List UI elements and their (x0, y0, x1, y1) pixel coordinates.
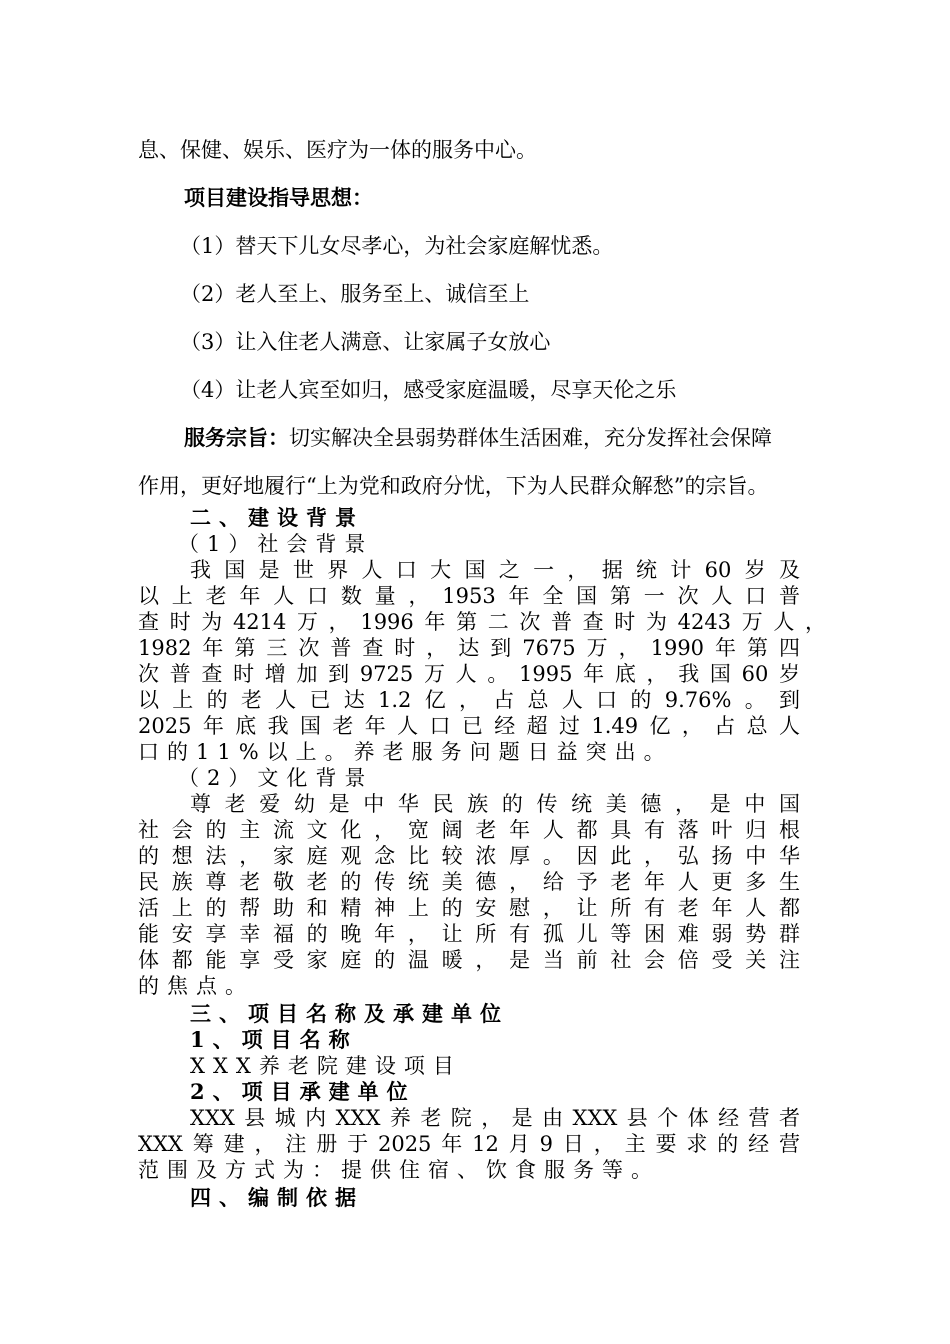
cultural-para-line: 民族尊老敬老的传统美德，给予老年人更多生 (138, 870, 800, 894)
social-para-line: 口的11%以上。养老服务问题日益突出。 (138, 740, 673, 764)
section-heading-background: 二、建设背景 (190, 505, 364, 530)
service-purpose-continuation: 作用，更好地履行“上为党和政府分忧，下为人民群众解愁”的宗旨。 (138, 474, 769, 498)
social-para-line: 次普查时增加到9725万人。1995年底，我国60岁 (138, 662, 800, 686)
project-name-text: XXX养老院建设项目 (190, 1054, 462, 1078)
contractor-para-line: 范围及方式为：提供住宿、饮食服务等。 (138, 1158, 660, 1182)
social-para-line: 1982年第三次普查时，达到7675万，1990年第四 (138, 636, 800, 660)
cultural-para-line: 的焦点。 (138, 974, 254, 998)
guiding-ideology-heading: 项目建设指导思想： (184, 185, 373, 210)
social-para-line: 查时为4214万，1996年第二次普查时为4243万人， (138, 610, 826, 634)
cultural-para-line: 社会的主流文化，宽阔老年人都具有落叶归根 (138, 818, 800, 842)
subheading-cultural-background: （2）文化背景 (178, 766, 374, 790)
service-purpose-line (184, 424, 772, 452)
contractor-para-line: XXX县城内XXX养老院，是由XXX县个体经营者 (190, 1106, 800, 1130)
service-purpose-label: 服务宗旨： (184, 425, 289, 450)
subheading-contractor: 2、项目承建单位 (190, 1079, 416, 1104)
cultural-para-line: 体都能享受家庭的温暖，是当前社会倍受关注 (138, 948, 800, 972)
subheading-social-background: （1）社会背景 (178, 532, 374, 556)
service-purpose-text: 切实解决全县弱势群体生活困难，充分发挥社会保障 (289, 426, 772, 450)
section-heading-basis: 四、编制依据 (190, 1185, 364, 1210)
social-para-line: 以上老年人口数量，1953年全国第一次人口普 (138, 584, 800, 608)
paragraph-line: 息、保健、娱乐、医疗为一体的服务中心。 (138, 138, 537, 162)
cultural-para-line: 尊老爱幼是中华民族的传统美德，是中国 (190, 792, 800, 816)
subheading-project-name: 1、项目名称 (190, 1027, 358, 1052)
social-para-line: 我国是世界人口大国之一，据统计60岁及 (190, 558, 800, 582)
guiding-item-4: （4）让老人宾至如归，感受家庭温暖，尽享天伦之乐 (180, 378, 677, 402)
social-para-line: 2025年底我国老年人口已经超过1.49亿，占总人 (138, 714, 800, 738)
guiding-item-2: （2）老人至上、服务至上、诚信至上 (180, 282, 530, 306)
guiding-item-3: （3）让入住老人满意、让家属子女放心 (180, 330, 551, 354)
guiding-item-1: （1）替天下儿女尽孝心，为社会家庭解忧悉。 (180, 234, 614, 258)
section-heading-project-name: 三、项目名称及承建单位 (190, 1001, 509, 1026)
cultural-para-line: 活上的帮助和精神上的安慰，让所有老年人都 (138, 896, 800, 920)
cultural-para-line: 能安享幸福的晚年，让所有孤儿等困难弱势群 (138, 922, 800, 946)
social-para-line: 以上的老人已达1.2亿，占总人口的9.76%。到 (138, 688, 800, 712)
cultural-para-line: 的想法，家庭观念比较浓厚。因此，弘扬中华 (138, 844, 800, 868)
contractor-para-line: XXX筹建，注册于2025年12月9日，主要求的经营 (138, 1132, 800, 1156)
